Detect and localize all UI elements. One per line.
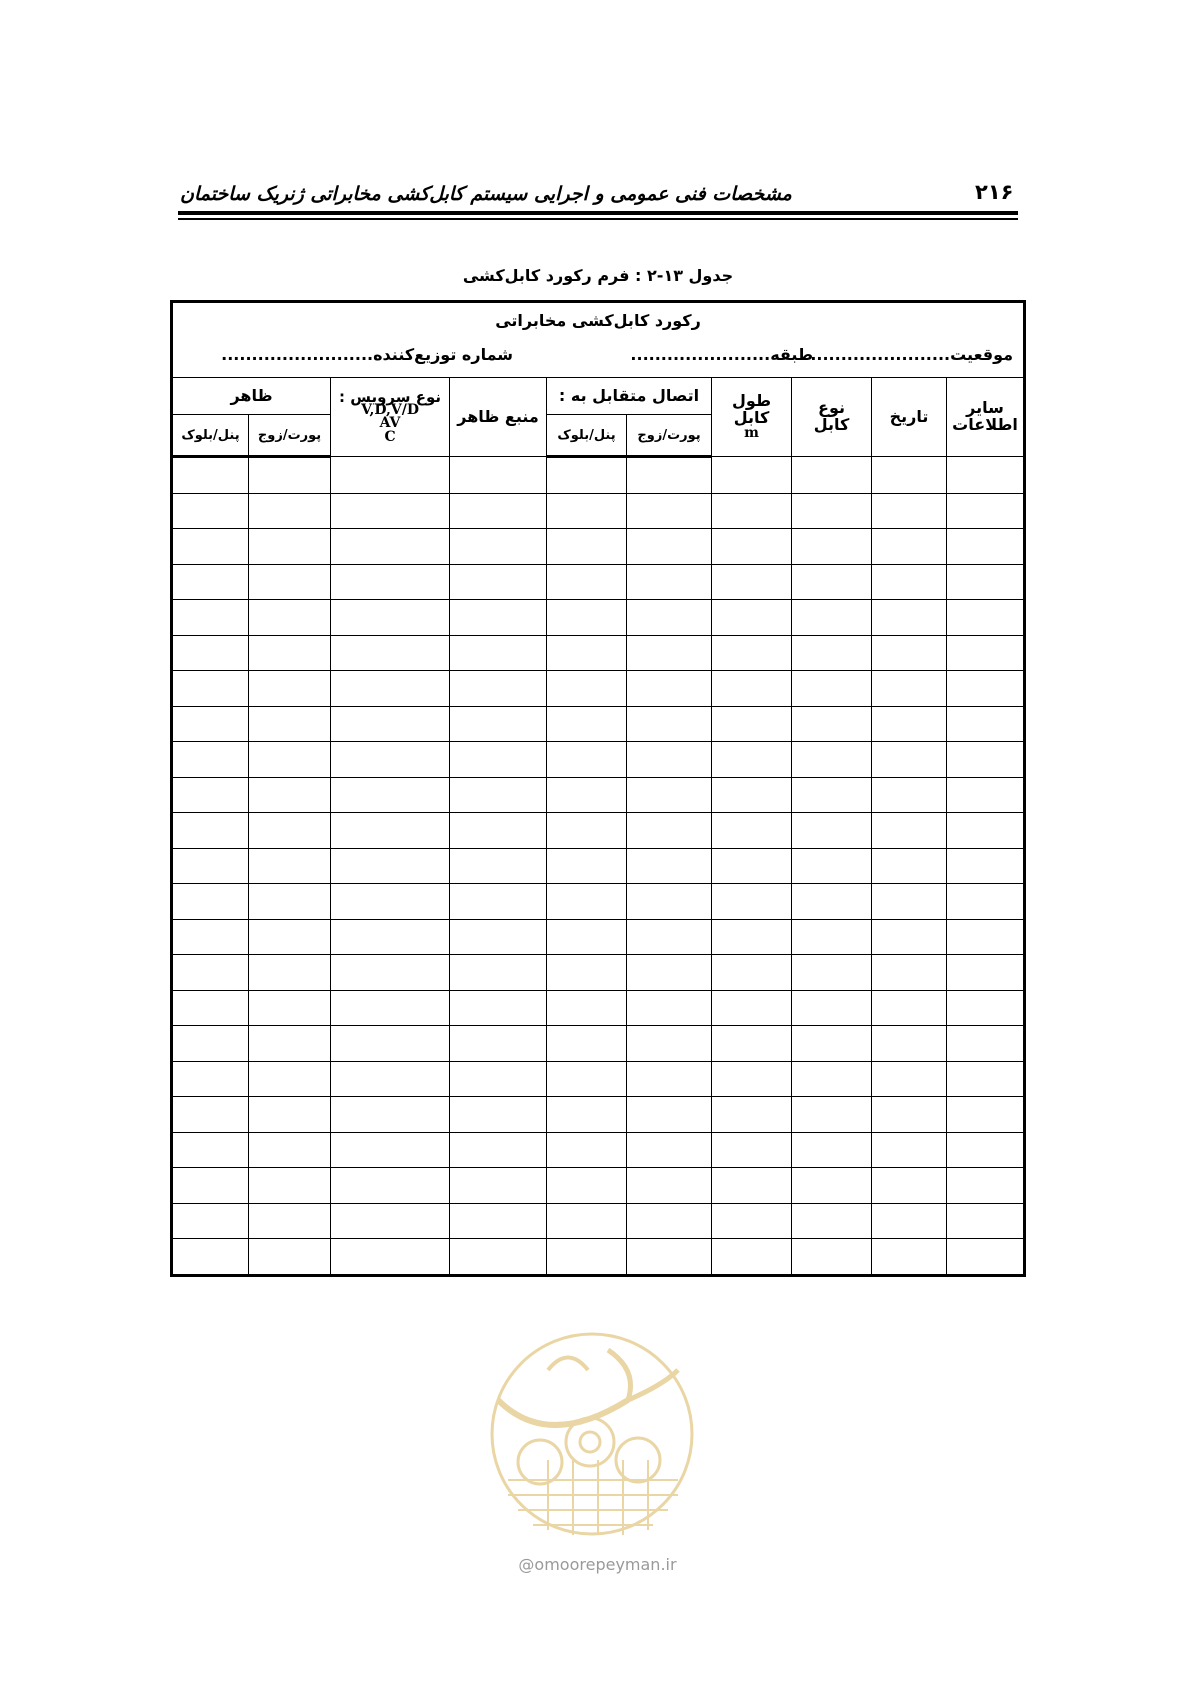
table-cell[interactable] (249, 1026, 331, 1062)
table-cell[interactable] (792, 1132, 872, 1168)
table-row (172, 884, 1025, 920)
table-cell[interactable] (947, 493, 1025, 529)
table-cell[interactable] (547, 1061, 627, 1097)
table-cell[interactable] (547, 1239, 627, 1276)
table-cell[interactable] (792, 493, 872, 529)
table-cell[interactable] (627, 564, 712, 600)
table-cell[interactable] (450, 884, 547, 920)
table-cell[interactable] (547, 457, 627, 494)
table-cell[interactable] (249, 990, 331, 1026)
table-cell[interactable] (547, 955, 627, 991)
table-cell[interactable] (547, 1026, 627, 1062)
col-cable-length-line2: کابل (733, 407, 770, 427)
table-cell[interactable] (331, 1203, 450, 1239)
table-row (172, 529, 1025, 565)
table-cell[interactable] (872, 706, 947, 742)
table-cell[interactable] (947, 1026, 1025, 1062)
col-other-info (947, 378, 1025, 457)
table-cell[interactable] (249, 848, 331, 884)
table-row (172, 955, 1025, 991)
table-cell[interactable] (172, 919, 249, 955)
table-cell[interactable] (331, 706, 450, 742)
watermark-logo-icon (488, 1330, 696, 1538)
col-other-info-line1: سایر (966, 398, 1004, 418)
table-cell[interactable] (249, 884, 331, 920)
table-cell[interactable] (627, 529, 712, 565)
table-cell[interactable] (627, 1026, 712, 1062)
table-row (172, 493, 1025, 529)
table-cell[interactable] (450, 1132, 547, 1168)
table-cell[interactable] (872, 742, 947, 778)
col-service-type-line4: C (384, 428, 396, 445)
col-service-type-line2: V,D,V/D (361, 402, 419, 419)
table-cell[interactable] (249, 1203, 331, 1239)
header-rule-thin (178, 218, 1018, 220)
table-cell[interactable] (547, 529, 627, 565)
form-header-cell (172, 302, 1025, 378)
table-cell[interactable] (172, 848, 249, 884)
table-cell[interactable] (627, 1132, 712, 1168)
table-cell[interactable] (947, 1061, 1025, 1097)
table-cell[interactable] (792, 635, 872, 671)
table-cell[interactable] (172, 600, 249, 636)
table-cell[interactable] (331, 600, 450, 636)
table-cell[interactable] (872, 1097, 947, 1133)
table-cell[interactable] (947, 848, 1025, 884)
table-cell[interactable] (331, 1097, 450, 1133)
table-cell[interactable] (547, 1097, 627, 1133)
col-cable-length-line1: طول (732, 390, 772, 410)
table-cell[interactable] (792, 706, 872, 742)
table-cell[interactable] (947, 742, 1025, 778)
table-cell[interactable] (547, 564, 627, 600)
table-cell[interactable] (947, 457, 1025, 494)
table-cell[interactable] (547, 600, 627, 636)
table-cell[interactable] (712, 990, 792, 1026)
table-cell[interactable] (547, 1203, 627, 1239)
table-cell[interactable] (249, 1097, 331, 1133)
table-cell[interactable] (872, 1203, 947, 1239)
table-cell[interactable] (872, 1026, 947, 1062)
table-cell[interactable] (627, 1097, 712, 1133)
table-cell[interactable] (872, 1061, 947, 1097)
table-cell[interactable] (172, 706, 249, 742)
table-cell[interactable] (249, 955, 331, 991)
table-cell[interactable] (947, 600, 1025, 636)
table-cell[interactable] (792, 955, 872, 991)
table-cell[interactable] (331, 777, 450, 813)
col-appearance: ظاهر (172, 378, 331, 415)
table-cell[interactable] (331, 990, 450, 1026)
table-cell[interactable] (172, 1239, 249, 1276)
table-cell[interactable] (172, 813, 249, 849)
table-cell[interactable] (947, 1132, 1025, 1168)
table-cell[interactable] (947, 813, 1025, 849)
table-cell[interactable] (712, 457, 792, 494)
col-cross-port-pair: پورت/زوج (627, 415, 712, 457)
watermark-url: @omoorepeyman.ir (518, 1555, 677, 1574)
table-cell[interactable] (172, 990, 249, 1026)
table-cell[interactable] (947, 955, 1025, 991)
table-cell[interactable] (450, 1026, 547, 1062)
table-cell[interactable] (172, 742, 249, 778)
table-cell[interactable] (547, 777, 627, 813)
table-cell[interactable] (627, 635, 712, 671)
table-cell[interactable] (627, 955, 712, 991)
col-appearance-panel-block: پنل/بلوک (172, 415, 249, 457)
table-cell[interactable] (249, 706, 331, 742)
table-cell[interactable] (249, 813, 331, 849)
table-row (172, 671, 1025, 707)
table-caption: جدول ۱۳-۲ : فرم رکورد کابل‌کشی (462, 266, 734, 285)
table-cell[interactable] (249, 777, 331, 813)
table-cell[interactable] (331, 848, 450, 884)
table-cell[interactable] (172, 493, 249, 529)
table-cell[interactable] (627, 919, 712, 955)
table-cell[interactable] (947, 706, 1025, 742)
table-row (172, 990, 1025, 1026)
table-cell[interactable] (172, 1203, 249, 1239)
table-row (172, 813, 1025, 849)
table-cell[interactable] (792, 457, 872, 494)
table-cell[interactable] (792, 884, 872, 920)
table-cell[interactable] (947, 919, 1025, 955)
table-cell[interactable] (947, 1097, 1025, 1133)
table-cell[interactable] (331, 919, 450, 955)
table-cell[interactable] (947, 884, 1025, 920)
table-cell[interactable] (627, 671, 712, 707)
table-cell[interactable] (712, 919, 792, 955)
table-cell[interactable] (792, 1203, 872, 1239)
table-cell[interactable] (172, 1061, 249, 1097)
table-cell[interactable] (712, 706, 792, 742)
table-cell[interactable] (947, 1239, 1025, 1276)
running-header-title: مشخصات فنی عمومی و اجرایی سیستم کابل‌کشی مخابراتی ژنریک ساختمان (180, 183, 792, 205)
table-cell[interactable] (450, 1239, 547, 1276)
col-cable-type (792, 378, 872, 457)
table-cell[interactable] (331, 564, 450, 600)
table-cell[interactable] (249, 1061, 331, 1097)
table-cell[interactable] (627, 493, 712, 529)
table-cell[interactable] (712, 1097, 792, 1133)
table-cell[interactable] (450, 493, 547, 529)
table-cell[interactable] (331, 1132, 450, 1168)
table-cell[interactable] (872, 884, 947, 920)
table-cell[interactable] (547, 742, 627, 778)
table-cell[interactable] (712, 884, 792, 920)
table-cell[interactable] (249, 635, 331, 671)
table-cell[interactable] (872, 1239, 947, 1276)
form-meta-line (173, 345, 1023, 369)
table-cell[interactable] (450, 919, 547, 955)
col-service-type-line1: نوع سرویس : (339, 387, 442, 406)
table-cell[interactable] (450, 457, 547, 494)
table-row (172, 1239, 1025, 1276)
table-cell[interactable] (872, 529, 947, 565)
table-cell[interactable] (331, 493, 450, 529)
table-cell[interactable] (792, 919, 872, 955)
table-cell[interactable] (947, 777, 1025, 813)
table-cell[interactable] (627, 813, 712, 849)
table-cell[interactable] (872, 635, 947, 671)
table-cell[interactable] (450, 635, 547, 671)
page-number: ۲۱۶ (975, 180, 1014, 204)
table-cell[interactable] (792, 848, 872, 884)
table-cell[interactable] (792, 742, 872, 778)
table-cell[interactable] (450, 1097, 547, 1133)
table-cell[interactable] (792, 529, 872, 565)
table-cell[interactable] (627, 742, 712, 778)
table-row (172, 1026, 1025, 1062)
table-cell[interactable] (249, 564, 331, 600)
form-title: رکورد کابل‌کشی مخابراتی (495, 311, 701, 330)
table-cell[interactable] (872, 990, 947, 1026)
table-cell[interactable] (249, 919, 331, 955)
col-service-type-line3: AV (379, 415, 401, 432)
table-cell[interactable] (331, 1026, 450, 1062)
table-cell[interactable] (172, 1132, 249, 1168)
table-cell[interactable] (792, 1097, 872, 1133)
table-cell[interactable] (547, 1132, 627, 1168)
table-cell[interactable] (249, 671, 331, 707)
table-cell[interactable] (627, 1203, 712, 1239)
table-cell[interactable] (172, 1026, 249, 1062)
col-source: منبع ظاهر (450, 378, 547, 457)
table-cell[interactable] (331, 671, 450, 707)
table-cell[interactable] (872, 564, 947, 600)
table-cell[interactable] (712, 813, 792, 849)
table-cell[interactable] (450, 671, 547, 707)
table-cell[interactable] (627, 1061, 712, 1097)
table-cell[interactable] (712, 1061, 792, 1097)
col-cable-length-unit: m (744, 425, 759, 442)
table-cell[interactable] (712, 742, 792, 778)
table-cell[interactable] (249, 742, 331, 778)
table-cell[interactable] (712, 1239, 792, 1276)
table-cell[interactable] (712, 635, 792, 671)
table-cell[interactable] (249, 1239, 331, 1276)
table-cell[interactable] (947, 564, 1025, 600)
table-cell[interactable] (547, 706, 627, 742)
table-cell[interactable] (450, 529, 547, 565)
table-cell[interactable] (627, 706, 712, 742)
table-cell[interactable] (547, 493, 627, 529)
table-cell[interactable] (450, 564, 547, 600)
table-cell[interactable] (872, 777, 947, 813)
table-cell[interactable] (172, 955, 249, 991)
col-date: تاریخ (872, 378, 947, 457)
table-cell[interactable] (712, 1026, 792, 1062)
col-service-type (331, 378, 450, 457)
col-cable-type-line1: نوع (818, 398, 846, 418)
table-cell[interactable] (450, 1203, 547, 1239)
table-row (172, 564, 1025, 600)
table-cell[interactable] (947, 635, 1025, 671)
table-row (172, 1061, 1025, 1097)
table-cell[interactable] (249, 529, 331, 565)
table-cell[interactable] (172, 529, 249, 565)
table-row (172, 1132, 1025, 1168)
table-cell[interactable] (627, 990, 712, 1026)
table-row (172, 777, 1025, 813)
table-cell[interactable] (712, 600, 792, 636)
table-cell[interactable] (331, 1239, 450, 1276)
table-cell[interactable] (547, 990, 627, 1026)
table-cell[interactable] (712, 777, 792, 813)
table-row (172, 600, 1025, 636)
table-row (172, 1097, 1025, 1133)
table-cell[interactable] (712, 529, 792, 565)
table-cell[interactable] (947, 1203, 1025, 1239)
table-cell[interactable] (872, 1132, 947, 1168)
table-row (172, 1203, 1025, 1239)
table-cell[interactable] (792, 1061, 872, 1097)
table-row (172, 848, 1025, 884)
table-cell[interactable] (792, 671, 872, 707)
col-cross-connect: اتصال متقابل به : (547, 378, 712, 415)
table-cell[interactable] (947, 529, 1025, 565)
table-cell[interactable] (627, 1239, 712, 1276)
table-cell[interactable] (872, 919, 947, 955)
col-cable-length (712, 378, 792, 457)
table-cell[interactable] (627, 457, 712, 494)
table-cell[interactable] (450, 1061, 547, 1097)
table-cell[interactable] (331, 635, 450, 671)
table-cell[interactable] (547, 884, 627, 920)
col-other-info-line2: اطلاعات (952, 415, 1018, 434)
table-cell[interactable] (712, 671, 792, 707)
table-cell[interactable] (547, 635, 627, 671)
cabling-record-form (170, 300, 1026, 1277)
table-cell[interactable] (792, 990, 872, 1026)
floor-field[interactable]: طبقه....................... (630, 345, 814, 364)
col-cross-panel-block: پنل/بلوک (547, 415, 627, 457)
table-cell[interactable] (712, 1203, 792, 1239)
table-cell[interactable] (450, 813, 547, 849)
table-cell[interactable] (331, 955, 450, 991)
table-row (172, 919, 1025, 955)
table-cell[interactable] (249, 1132, 331, 1168)
table-row (172, 1168, 1025, 1204)
table-cell[interactable] (249, 457, 331, 494)
table-cell[interactable] (712, 848, 792, 884)
table-cell[interactable] (872, 600, 947, 636)
table-cell[interactable] (547, 671, 627, 707)
table-cell[interactable] (712, 1132, 792, 1168)
table-cell[interactable] (792, 813, 872, 849)
table-cell[interactable] (712, 564, 792, 600)
table-cell[interactable] (792, 564, 872, 600)
table-cell[interactable] (172, 457, 249, 494)
table-cell[interactable] (627, 600, 712, 636)
table-cell[interactable] (172, 884, 249, 920)
table-cell[interactable] (331, 742, 450, 778)
location-field[interactable]: موقعیت....................... (810, 345, 1014, 364)
table-cell[interactable] (947, 990, 1025, 1026)
table-cell[interactable] (712, 493, 792, 529)
table-cell[interactable] (331, 813, 450, 849)
table-cell[interactable] (872, 457, 947, 494)
table-cell[interactable] (872, 493, 947, 529)
table-cell[interactable] (331, 884, 450, 920)
col-cable-type-line2: کابل (813, 415, 850, 434)
table-cell[interactable] (450, 1168, 547, 1204)
table-cell[interactable] (331, 1061, 450, 1097)
table-cell[interactable] (547, 1168, 627, 1204)
table-cell[interactable] (947, 1168, 1025, 1204)
table-cell[interactable] (172, 1097, 249, 1133)
table-cell[interactable] (172, 1168, 249, 1204)
table-cell[interactable] (450, 742, 547, 778)
distributor-number-field[interactable]: شماره توزیع‌کننده......................... (221, 345, 514, 364)
table-cell[interactable] (450, 990, 547, 1026)
table-cell[interactable] (249, 1168, 331, 1204)
table-cell[interactable] (627, 884, 712, 920)
table-cell[interactable] (172, 777, 249, 813)
table-cell[interactable] (792, 1026, 872, 1062)
col-appearance-port-pair: پورت/زوج (249, 415, 331, 457)
table-cell[interactable] (450, 848, 547, 884)
table-cell[interactable] (627, 848, 712, 884)
table-cell[interactable] (792, 600, 872, 636)
table-cell[interactable] (450, 777, 547, 813)
table-cell[interactable] (792, 1168, 872, 1204)
table-cell[interactable] (792, 1239, 872, 1276)
table-row (172, 457, 1025, 494)
table-cell[interactable] (712, 955, 792, 991)
table-cell[interactable] (331, 457, 450, 494)
table-cell[interactable] (947, 671, 1025, 707)
table-cell[interactable] (331, 1168, 450, 1204)
table-cell[interactable] (872, 1168, 947, 1204)
header-rule-thick (178, 211, 1018, 215)
table-row (172, 635, 1025, 671)
table-cell[interactable] (172, 635, 249, 671)
table-cell[interactable] (450, 706, 547, 742)
table-cell[interactable] (872, 671, 947, 707)
table-cell[interactable] (872, 848, 947, 884)
table-cell[interactable] (792, 777, 872, 813)
table-row (172, 706, 1025, 742)
table-row (172, 742, 1025, 778)
table-cell[interactable] (450, 955, 547, 991)
table-cell[interactable] (450, 600, 547, 636)
table-cell[interactable] (172, 671, 249, 707)
table-cell[interactable] (627, 1168, 712, 1204)
table-cell[interactable] (547, 813, 627, 849)
table-cell[interactable] (249, 493, 331, 529)
table-cell[interactable] (547, 919, 627, 955)
table-cell[interactable] (547, 848, 627, 884)
table-cell[interactable] (872, 955, 947, 991)
table-cell[interactable] (172, 564, 249, 600)
table-cell[interactable] (627, 777, 712, 813)
table-cell[interactable] (331, 529, 450, 565)
table-cell[interactable] (712, 1168, 792, 1204)
table-cell[interactable] (249, 600, 331, 636)
table-cell[interactable] (872, 813, 947, 849)
